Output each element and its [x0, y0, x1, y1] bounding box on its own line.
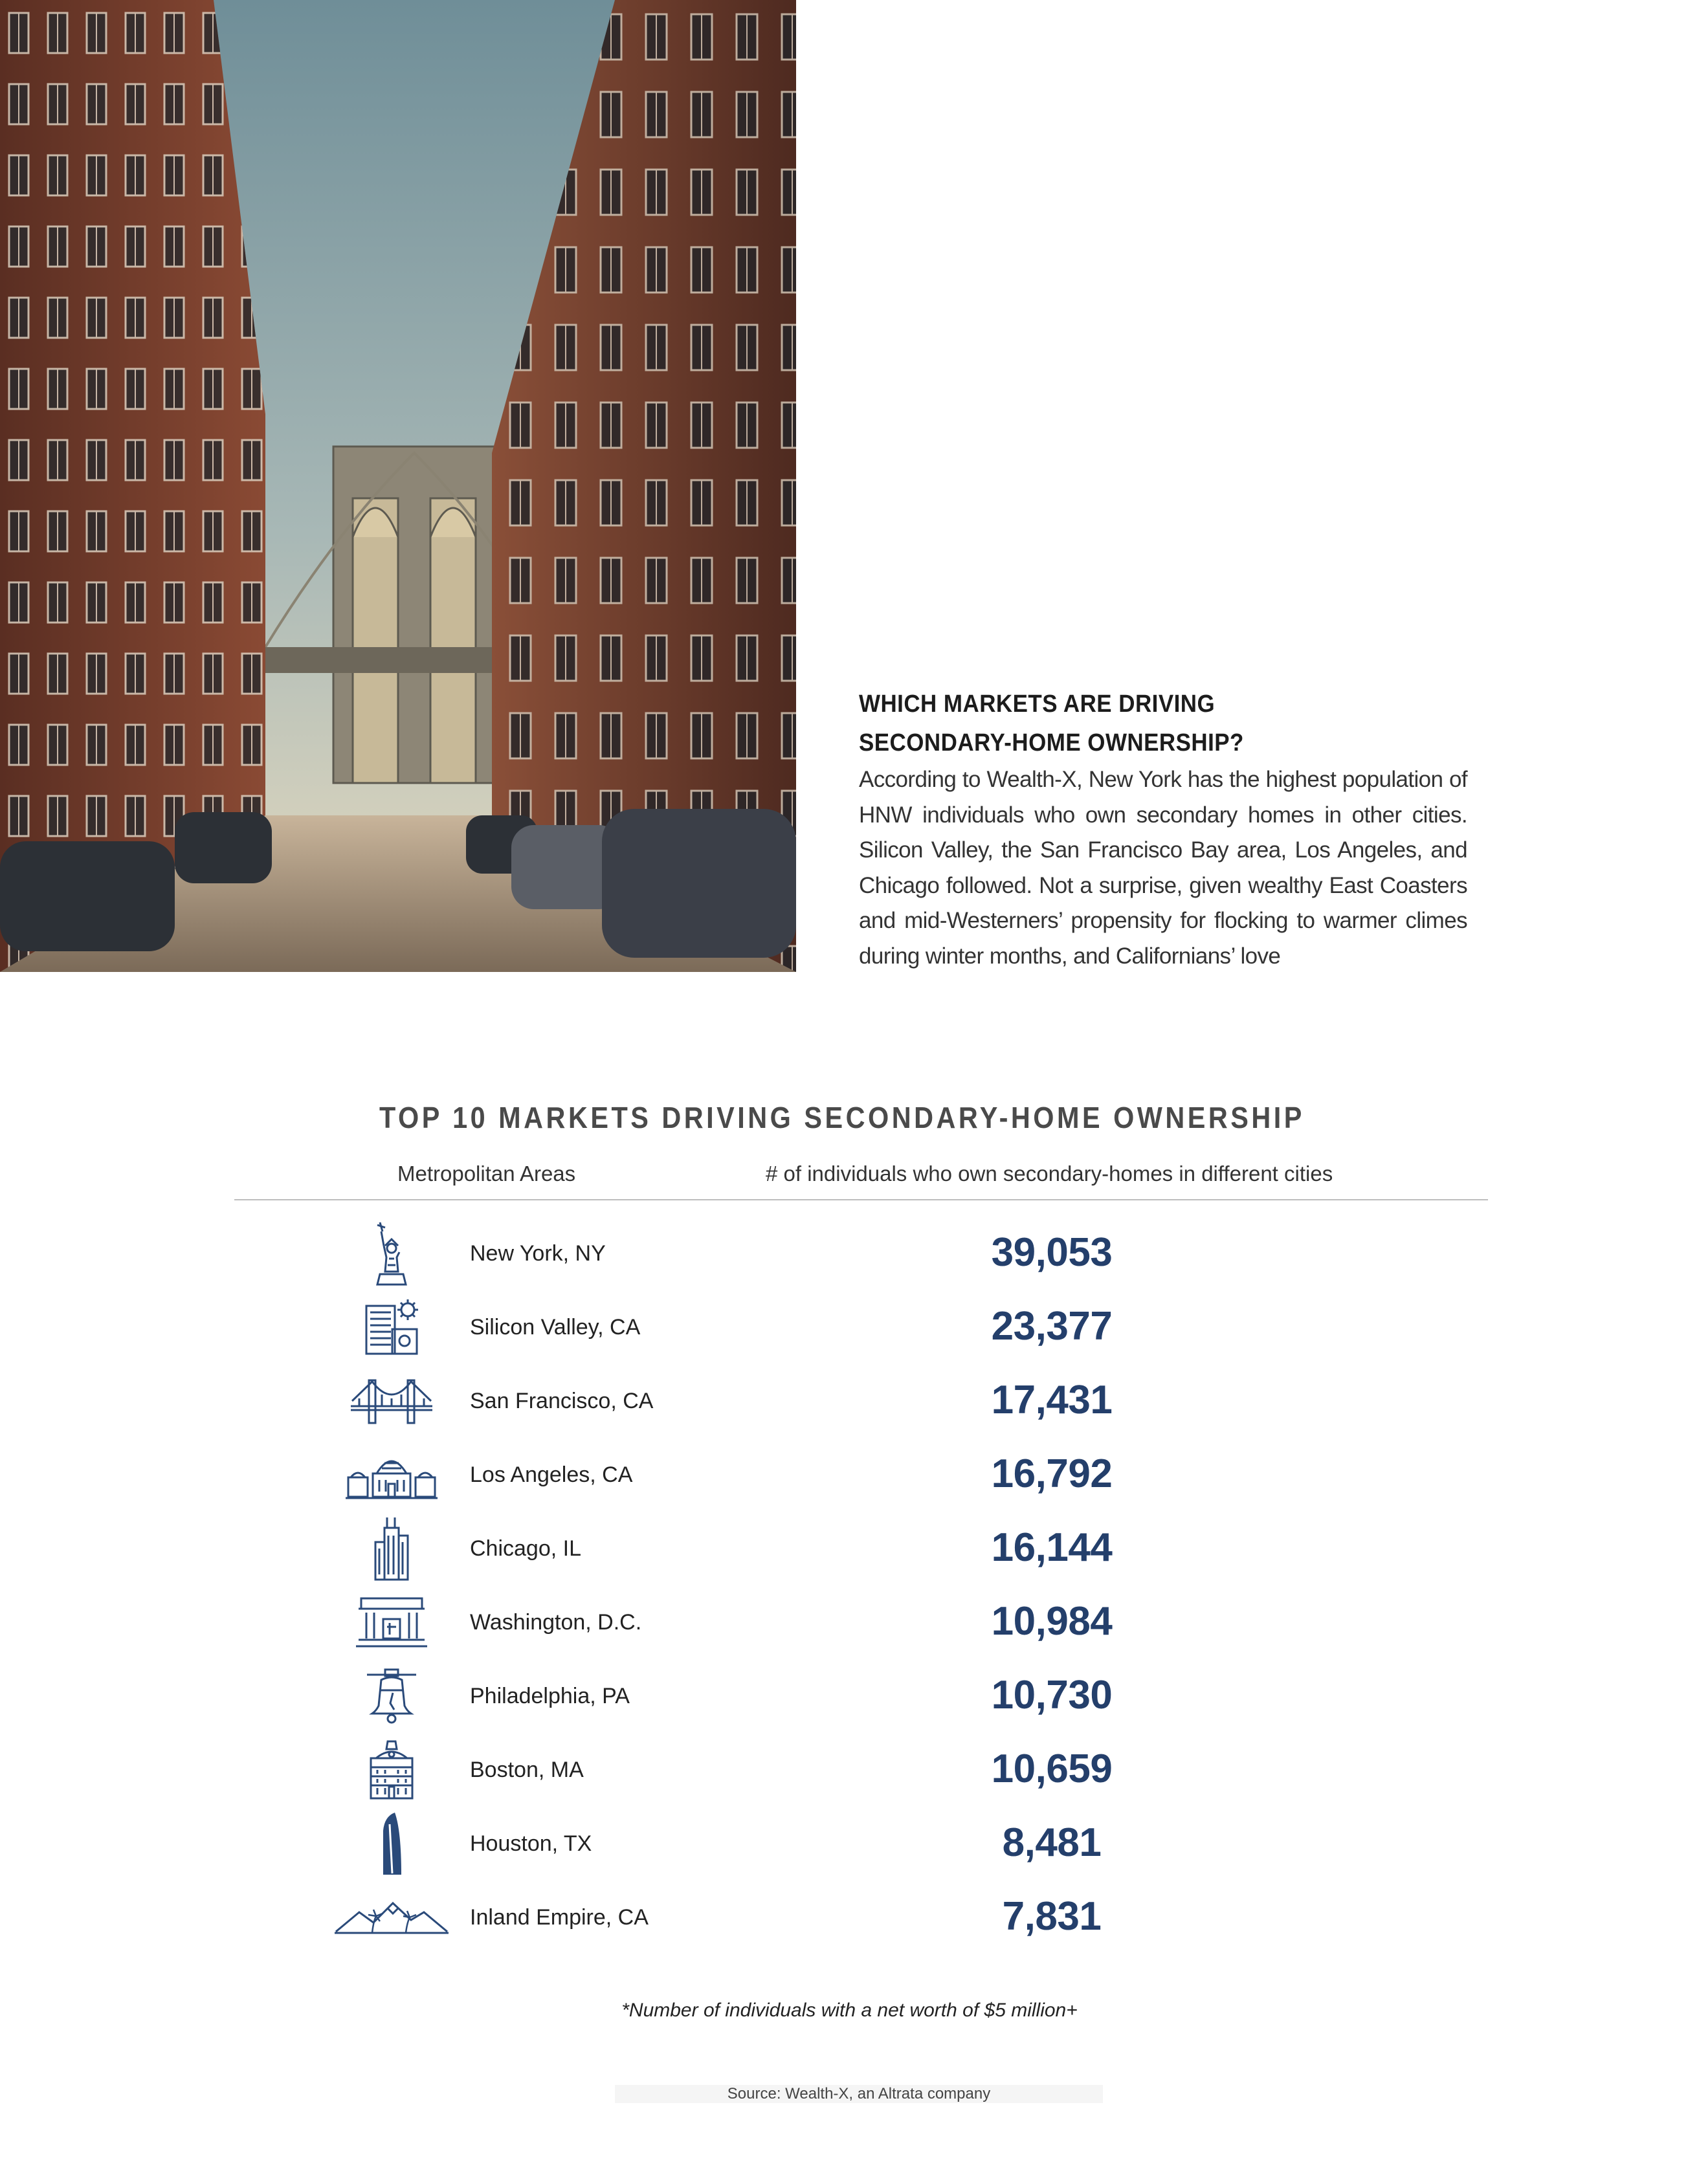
table-title: TOP 10 MARKETS DRIVING SECONDARY-HOME OWNERSHIP: [379, 1101, 1305, 1134]
article-heading: [859, 685, 1419, 762]
willis-tower-icon: [324, 1512, 460, 1585]
owner-count: 16,144: [991, 1525, 1113, 1570]
table-row: [0, 1881, 1699, 1954]
city-name: San Francisco, CA: [470, 1389, 654, 1413]
mountains-palms-icon: [324, 1881, 460, 1954]
table-row: [0, 1807, 1699, 1881]
table-row: [0, 1659, 1699, 1733]
city-name: Chicago, IL: [470, 1536, 581, 1561]
golden-gate-bridge-icon: [324, 1364, 460, 1438]
hero-photo: [0, 0, 796, 972]
city-name: Washington, D.C.: [470, 1610, 642, 1635]
skyscraper-icon: [324, 1807, 460, 1881]
table-row: [0, 1217, 1699, 1290]
table-row: [0, 1438, 1699, 1512]
liberty-bell-icon: [324, 1659, 460, 1733]
city-name: Silicon Valley, CA: [470, 1315, 641, 1340]
header-divider: [234, 1199, 1488, 1200]
owner-count: 10,984: [991, 1599, 1113, 1644]
city-name: New York, NY: [470, 1241, 606, 1266]
article-heading-line2: SECONDARY-HOME OWNERSHIP?: [859, 729, 1244, 756]
owner-count: 10,730: [991, 1673, 1113, 1717]
article-heading-line1: WHICH MARKETS ARE DRIVING: [859, 690, 1216, 718]
footnote: *Number of individuals with a net worth of $5 million+: [621, 2000, 1078, 2021]
owner-count: 16,792: [991, 1451, 1113, 1496]
column-header-count: # of individuals who own secondary-homes in different cities: [766, 1162, 1333, 1186]
table-row: [0, 1512, 1699, 1585]
owner-count: 10,659: [991, 1747, 1113, 1791]
owner-count: 39,053: [991, 1230, 1113, 1275]
article: [859, 685, 1467, 975]
article-body: According to Wealth-X, New York has the highest population of HNW individuals who own secondary homes in other cities. Silicon Valley, the San Francisco Bay area, Los Angeles, and Chicago followed. Not a surprise, given wealthy East Coasters and mid-Westerners’ propensity for flocking to warmer climes during winter months, and Californians’ love: [859, 767, 1467, 969]
griffith-observatory-icon: [324, 1438, 460, 1512]
source-credit: Source: Wealth-X, an Altrata company: [615, 2085, 1103, 2103]
owner-count: 7,831: [1002, 1894, 1102, 1939]
office-building-gear-icon: [324, 1290, 460, 1364]
owner-count: 17,431: [991, 1378, 1113, 1422]
owner-count: 8,481: [1002, 1820, 1102, 1865]
city-name: Houston, TX: [470, 1831, 592, 1856]
city-name: Boston, MA: [470, 1758, 584, 1782]
table-row: [0, 1364, 1699, 1438]
historic-building-icon: [324, 1733, 460, 1807]
statue-of-liberty-icon: [324, 1217, 460, 1290]
table-row: [0, 1733, 1699, 1807]
city-name: Los Angeles, CA: [470, 1462, 633, 1487]
table-row: [0, 1290, 1699, 1364]
lincoln-memorial-icon: [324, 1585, 460, 1659]
column-header-areas: Metropolitan Areas: [397, 1162, 576, 1186]
city-name: Inland Empire, CA: [470, 1905, 649, 1930]
table-row: [0, 1585, 1699, 1659]
city-name: Philadelphia, PA: [470, 1684, 630, 1708]
owner-count: 23,377: [991, 1304, 1113, 1349]
